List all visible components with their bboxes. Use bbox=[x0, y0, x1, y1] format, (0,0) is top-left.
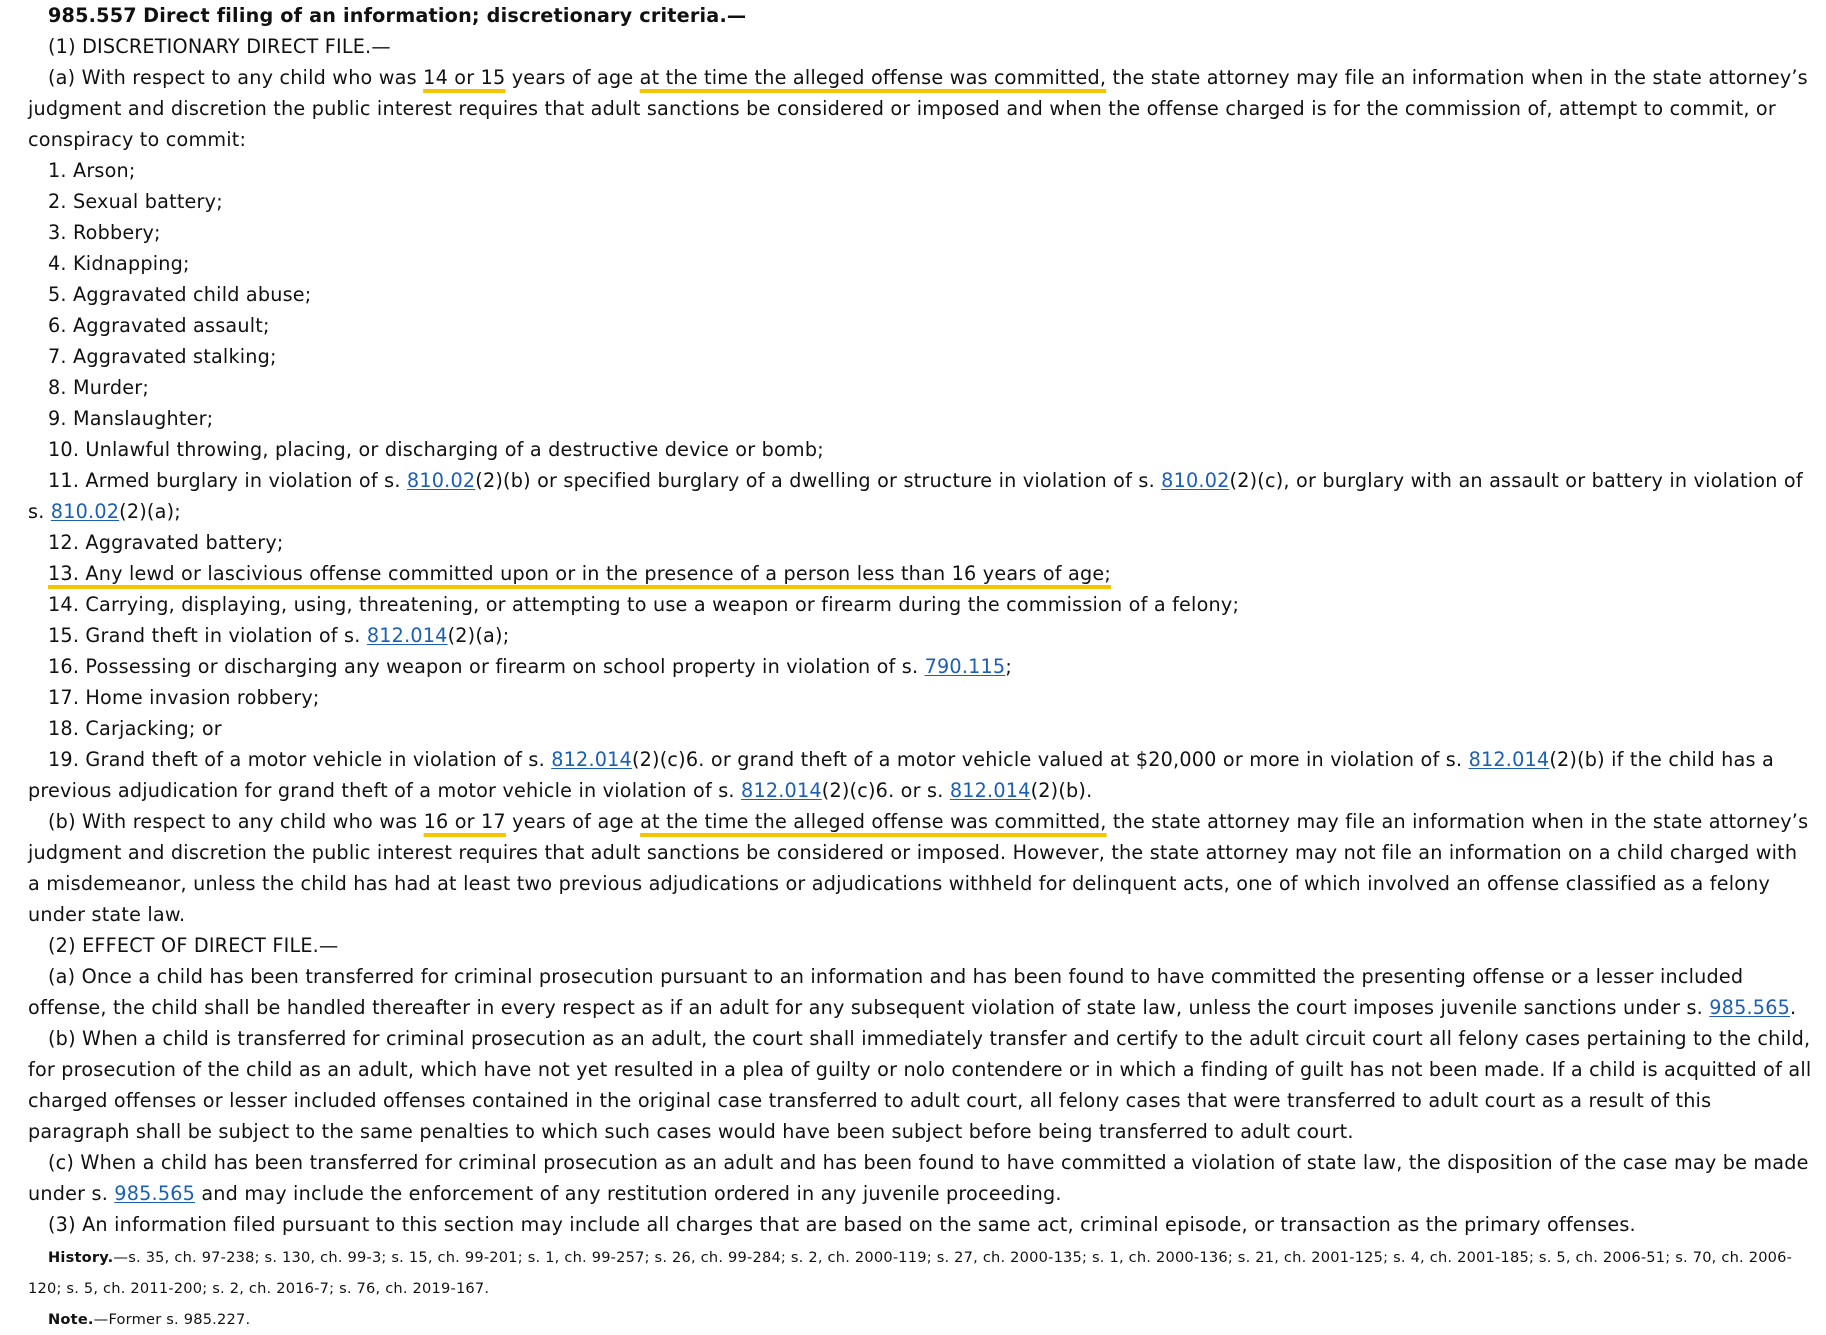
highlight-time-offense: at the time the alleged offense was committed, bbox=[639, 66, 1107, 89]
list-item-3: 3. Robbery; bbox=[48, 221, 161, 244]
paragraph-2c: (c) When a child has been transferred for criminal prosecution as an adult and has been found to have committed a violation of state law, the disposition of the case may be made under s. 985.565 and may include the enforcement of any restitution ordered in any juvenile proceeding. bbox=[28, 1151, 1809, 1205]
list-item-16: 16. Possessing or discharging any weapon or firearm on school property in violation of s. 790.115; bbox=[48, 655, 1013, 678]
statute-link[interactable]: 812.014 bbox=[741, 779, 822, 802]
paragraph-1b: (b) With respect to any child who was 16 or 17 years of age at the time the alleged offense was committed, the state attorney may file an information when in the state attorney’s judgment and discretion the public interest requires that adult sanctions be considered or imposed. However, the state attorney may not file an information on a child charged with a misdemeanor, unless the child has had at least two previous adjudications or adjudications withheld for delinquent acts, one of which involved an offense classified as a felony under state law. bbox=[28, 810, 1809, 926]
highlight-age-16-17: 16 or 17 bbox=[423, 810, 506, 833]
highlight-time-offense: at the time the alleged offense was committed, bbox=[640, 810, 1107, 833]
note-text: —Former s. 985.227. bbox=[93, 1311, 251, 1328]
list-item-14: 14. Carrying, displaying, using, threatening, or attempting to use a weapon or firearm during the commission of a felony; bbox=[48, 593, 1240, 616]
paragraph-1a: (a) With respect to any child who was 14 or 15 years of age at the time the alleged offense was committed, the state attorney may file an information when in the state attorney’s judgment and discretion the public interest requires that adult sanctions be considered or imposed and when the offense charged is for the commission of, attempt to commit, or conspiracy to commit: bbox=[28, 66, 1808, 151]
list-item-18: 18. Carjacking; or bbox=[48, 717, 222, 740]
list-item-7: 7. Aggravated stalking; bbox=[48, 345, 277, 368]
former-note bbox=[28, 1304, 1814, 1335]
list-item-13 bbox=[28, 558, 1814, 589]
subsection-2-heading: (2) EFFECT OF DIRECT FILE.— bbox=[48, 934, 339, 957]
statute-link[interactable]: 810.02 bbox=[1161, 469, 1230, 492]
list-item-8: 8. Murder; bbox=[48, 376, 150, 399]
list-item-19: 19. Grand theft of a motor vehicle in violation of s. 812.014(2)(c)6. or grand theft of a motor vehicle valued at $20,000 or more in violation of s. 812.014(2)(b) if the child has a previous adjudication for grand theft of a motor vehicle in violation of s. 812.014(2)(c)6. or s. 812.014(2)(b). bbox=[28, 748, 1774, 802]
history-text: —s. 35, ch. 97-238; s. 130, ch. 99-3; s. 15, ch. 99-201; s. 1, ch. 99-257; s. 26, ch. 99-284; s. 2, ch. 2000-119; s. 27, ch. 2000-135; s. 1, ch. 2000-136; s. 21, ch. 2001-125; s. 4, ch. 2001-185; s. 5, ch. 2006-51; s. 70, ch. 2006-120; s. 5, ch. 2011-200; s. 2, ch. 2016-7; s. 76, ch. 2019-167. bbox=[28, 1249, 1793, 1297]
statute-link[interactable]: 985.565 bbox=[1709, 996, 1791, 1019]
history-label: History. bbox=[48, 1249, 114, 1266]
statute-link[interactable]: 812.014 bbox=[366, 624, 448, 647]
note-label: Note. bbox=[48, 1311, 94, 1328]
highlight-age-14-15: 14 or 15 bbox=[423, 66, 506, 89]
highlight-item-13: 13. Any lewd or lascivious offense committed upon or in the presence of a person less than 16 years of age; bbox=[48, 562, 1112, 585]
statute-link[interactable]: 812.014 bbox=[949, 779, 1031, 802]
history-note bbox=[28, 1242, 1814, 1304]
paragraph-2b: (b) When a child is transferred for criminal prosecution as an adult, the court shall immediately transfer and certify to the adult circuit court all felony cases pertaining to the child, for prosecution of the child as an adult, which have not yet resulted in a plea of guilty or nolo contendere or in which a finding of guilt has not been made. If a child is acquitted of all charged offenses or lesser included offenses contained in the original case transferred to adult court, all felony cases that were transferred to adult court as a result of this paragraph shall be subject to the same penalties to which such cases would have been subject before being transferred to adult court. bbox=[28, 1027, 1812, 1143]
list-item-4: 4. Kidnapping; bbox=[48, 252, 190, 275]
list-item-5: 5. Aggravated child abuse; bbox=[48, 283, 312, 306]
statute-link[interactable]: 812.014 bbox=[1468, 748, 1550, 771]
list-item-11: 11. Armed burglary in violation of s. 810.02(2)(b) or specified burglary of a dwelling or structure in violation of s. 810.02(2)(c), or burglary with an assault or battery in violation of s. 810.02(2)(a); bbox=[28, 469, 1803, 523]
list-item-17: 17. Home invasion robbery; bbox=[48, 686, 320, 709]
list-item-2: 2. Sexual battery; bbox=[48, 190, 223, 213]
statute-link[interactable]: 810.02 bbox=[406, 469, 476, 492]
statute-link[interactable]: 810.02 bbox=[50, 500, 120, 523]
section-heading bbox=[28, 0, 1814, 31]
list-item-1: 1. Arson; bbox=[48, 159, 136, 182]
section-number: 985.557 bbox=[48, 4, 137, 27]
list-item-15: 15. Grand theft in violation of s. 812.014(2)(a); bbox=[48, 624, 510, 647]
subsection-1-heading: (1) DISCRETIONARY DIRECT FILE.— bbox=[48, 35, 391, 58]
list-item-9: 9. Manslaughter; bbox=[48, 407, 214, 430]
statute-link[interactable]: 985.565 bbox=[114, 1182, 196, 1205]
list-item-12: 12. Aggravated battery; bbox=[48, 531, 284, 554]
list-item-10: 10. Unlawful throwing, placing, or discharging of a destructive device or bomb; bbox=[48, 438, 824, 461]
statute-link[interactable]: 812.014 bbox=[551, 748, 632, 771]
subsection-3: (3) An information filed pursuant to this section may include all charges that are based on the same act, criminal episode, or transaction as the primary offenses. bbox=[48, 1213, 1636, 1236]
paragraph-2a: (a) Once a child has been transferred for criminal prosecution pursuant to an information and has been found to have committed the presenting offense or a lesser included offense, the child shall be handled thereafter in every respect as if an adult for any subsequent violation of state law, unless the court imposes juvenile sanctions under s. 985.565. bbox=[28, 965, 1797, 1019]
statute-link[interactable]: 790.115 bbox=[924, 655, 1006, 678]
list-item-6: 6. Aggravated assault; bbox=[48, 314, 270, 337]
section-title: Direct filing of an information; discretionary criteria.— bbox=[143, 4, 747, 27]
